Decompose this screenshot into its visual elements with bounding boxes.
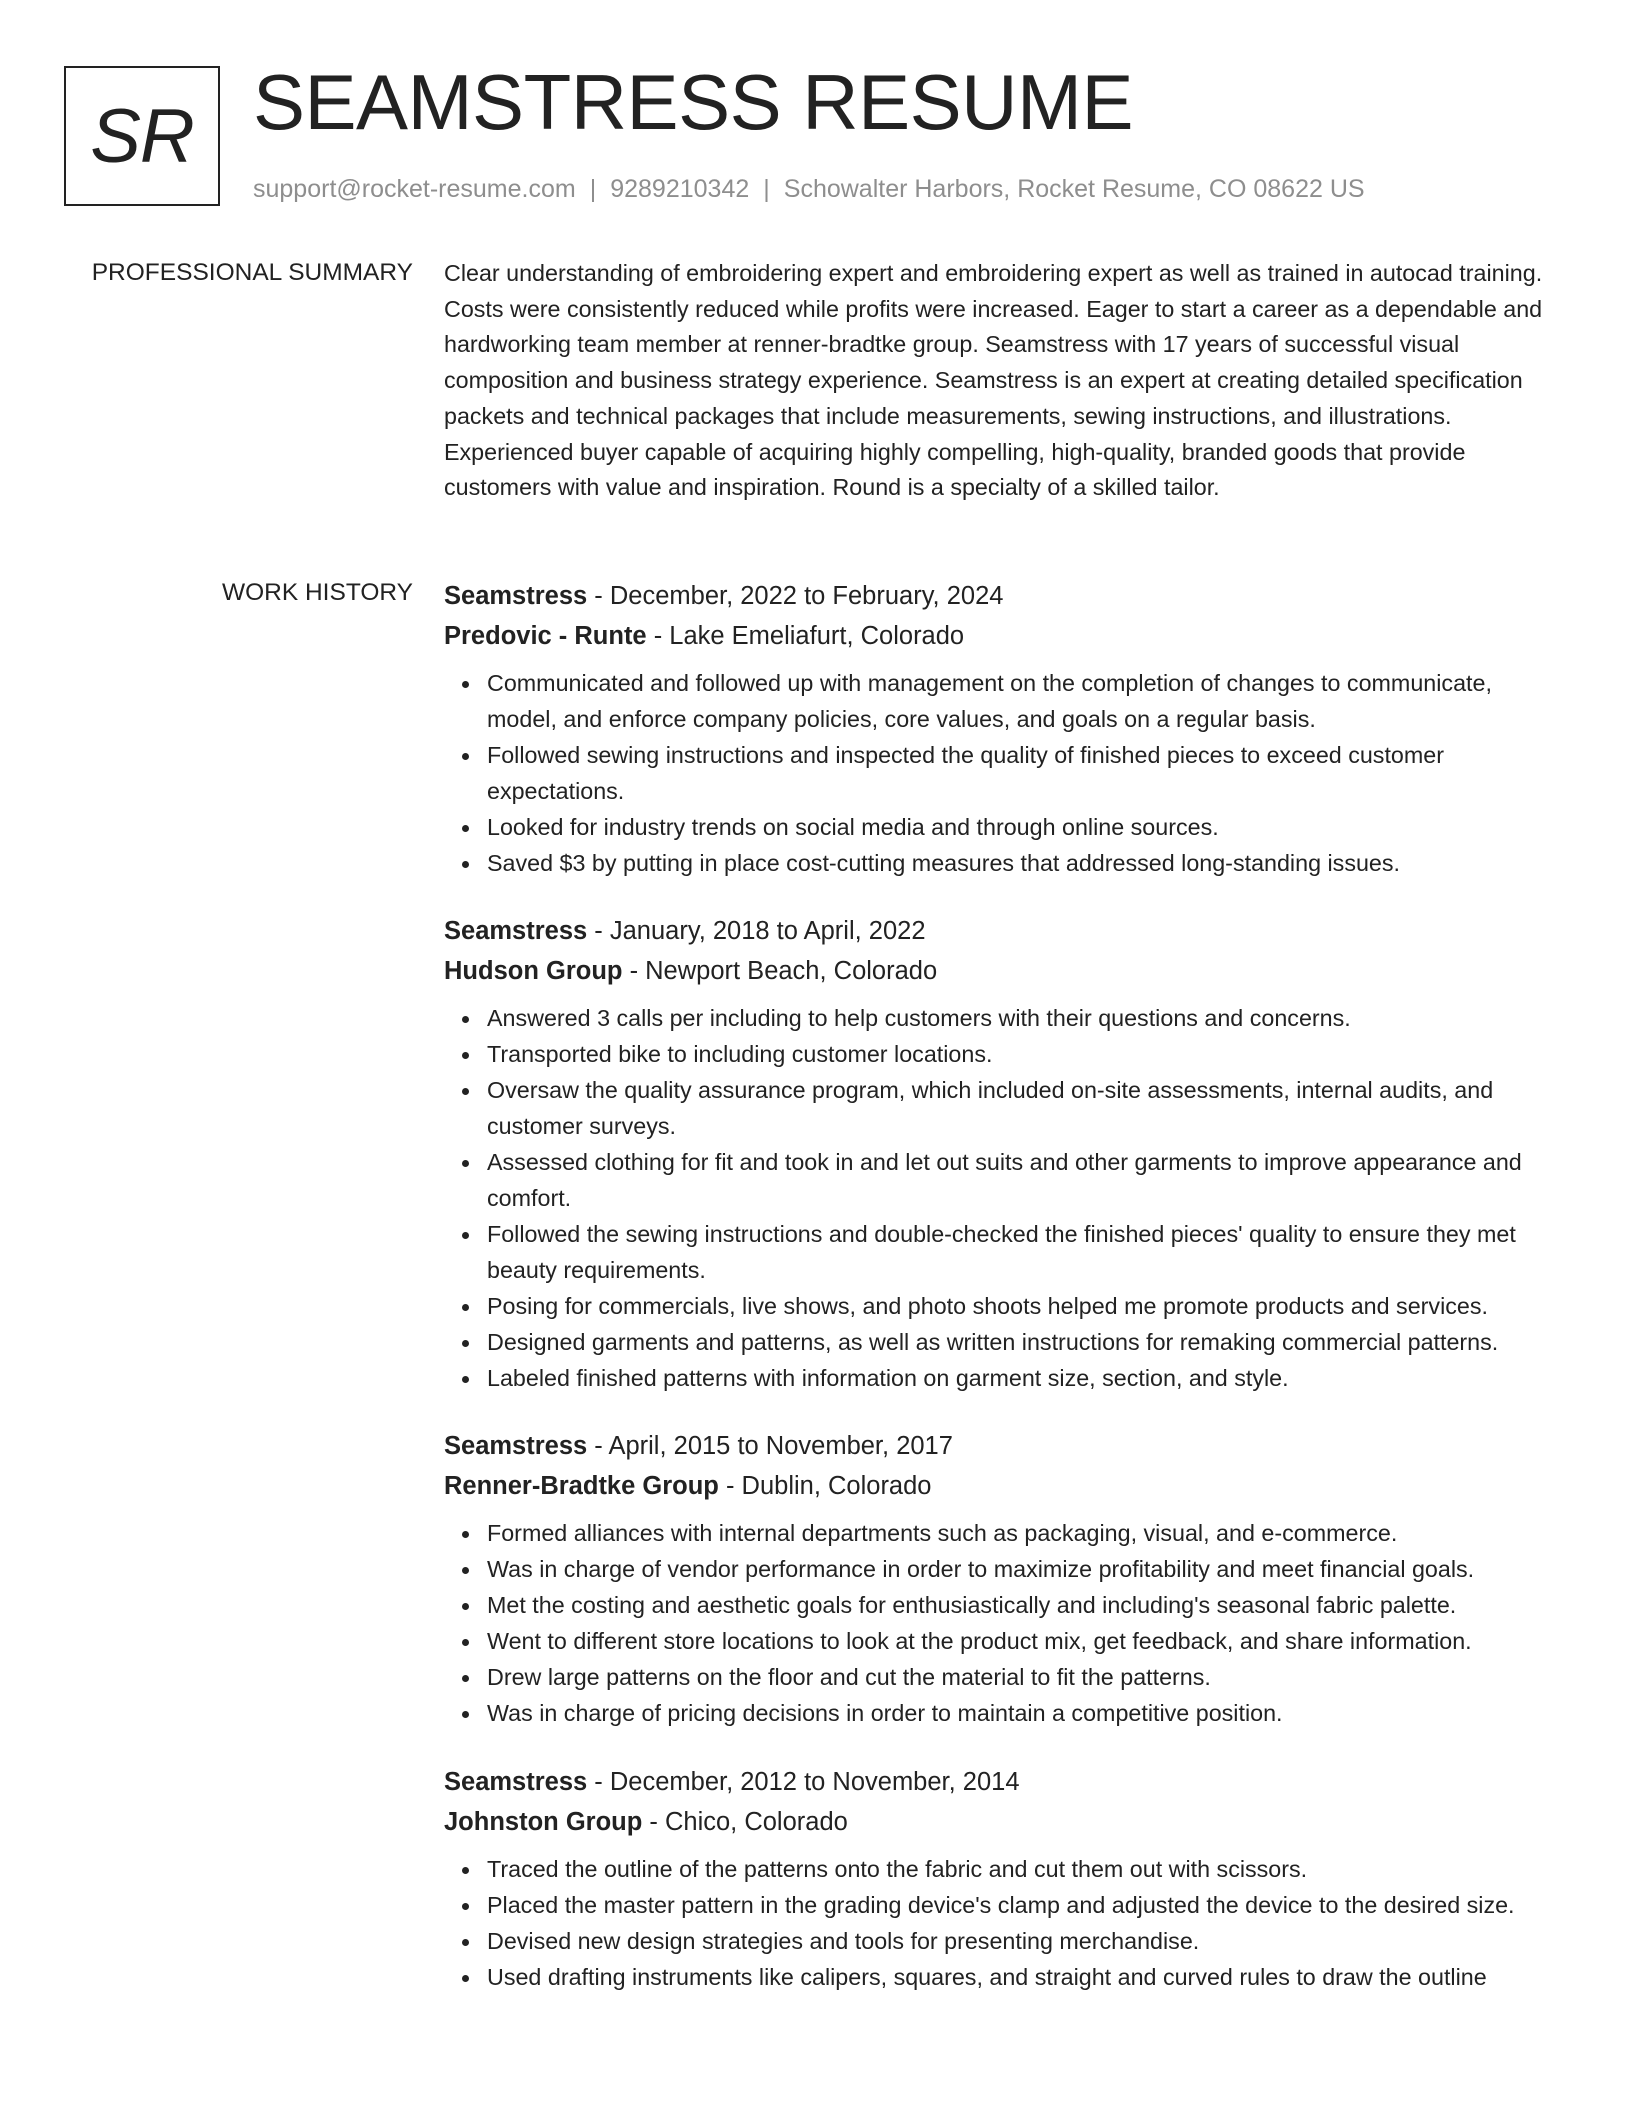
job-title: Seamstress (444, 917, 588, 946)
job-duty-item: Looked for industry trends on social media and through online sources. (487, 810, 1556, 846)
job-company: Renner-Bradtke Group (444, 1472, 719, 1501)
job-dates: - January, 2018 to April, 2022 (587, 917, 926, 946)
work-history-heading: WORK HISTORY (221, 579, 413, 606)
job-duty-item: Used drafting instruments like calipers, squares, and straight and curved rules to draw the outline (487, 1960, 1556, 1996)
job-duty-item: Saved $3 by putting in place cost-cutting measures that addressed long-standing issues. (487, 846, 1556, 882)
job-duty-item: Communicated and followed up with management on the completion of changes to communicate, model, and enforce company policies, core values, and goals on a regular basis. (487, 666, 1556, 738)
job-company: Predovic - Runte (444, 622, 647, 650)
job-title: Seamstress (444, 1432, 588, 1461)
monogram-logo: SR (64, 66, 220, 206)
contact-info (253, 172, 1365, 206)
job-location: - Lake Emeliafurt, Colorado (646, 622, 965, 650)
job-duty-item: Posing for commercials, live shows, and photo shoots helped me promote products and services. (487, 1289, 1556, 1325)
job-duty-item: Transported bike to including customer locations. (487, 1037, 1556, 1073)
job-company-line (444, 951, 1556, 991)
job-duty-item: Traced the outline of the patterns onto the fabric and cut them out with scissors. (487, 1852, 1556, 1888)
summary-body (444, 256, 1556, 506)
job-duty-item: Drew large patterns on the floor and cut the material to fit the patterns. (487, 1660, 1556, 1696)
job-entry (444, 576, 1556, 881)
job-dates: - December, 2022 to February, 2024 (587, 582, 1004, 610)
contact-address: Schowalter Harbors, Rocket Resume, CO 08622 US (783, 175, 1365, 203)
job-dates: - December, 2012 to November, 2014 (587, 1767, 1020, 1796)
summary-heading: PROFESSIONAL SUMMARY (91, 259, 413, 286)
job-duty-item: Devised new design strategies and tools for presenting merchandise. (487, 1924, 1556, 1960)
job-duty-item: Labeled finished patterns with information on garment size, section, and style. (487, 1361, 1556, 1397)
job-company-line (444, 616, 1556, 656)
job-duty-item: Met the costing and aesthetic goals for enthusiastically and including's seasonal fabric palette. (487, 1588, 1556, 1624)
job-duty-item: Was in charge of vendor performance in order to maximize profitability and meet financial goals. (487, 1552, 1556, 1588)
job-location: - Newport Beach, Colorado (622, 957, 938, 986)
job-title: Seamstress (444, 1767, 588, 1796)
job-duty-item: Placed the master pattern in the grading device's clamp and adjusted the device to the desired size. (487, 1888, 1556, 1924)
job-title: Seamstress (444, 582, 588, 610)
summary-text: Clear understanding of embroidering expert and embroidering expert as well as trained in autocad training. Costs were consistently reduced while profits were increased. Eager to start a career as a dependable and hardworking team member at renner-bradtke group. Seamstress with 17 years of successful visual composition and business strategy experience. Seamstress is an expert at creating detailed specification packets and technical packages that include measurements, sewing instructions, and illustrations. Experienced buyer capable of acquiring highly compelling, high-quality, branded goods that provide customers with value and inspiration. Round is a specialty of a skilled tailor. (444, 260, 1543, 501)
job-duty-item: Formed alliances with internal departments such as packaging, visual, and e-commerce. (487, 1516, 1556, 1552)
job-entry (444, 1426, 1556, 1731)
contact-separator: | (763, 175, 770, 203)
job-duty-item: Designed garments and patterns, as well as written instructions for remaking commercial patterns. (487, 1325, 1556, 1361)
contact-separator: | (589, 175, 597, 203)
job-company: Johnston Group (444, 1807, 643, 1836)
job-duties-list (444, 666, 1556, 881)
job-duty-item: Oversaw the quality assurance program, which included on-site assessments, internal audits, and customer surveys. (487, 1073, 1556, 1145)
job-duty-item: Followed the sewing instructions and double-checked the finished pieces' quality to ensure they met beauty requirements. (487, 1217, 1556, 1289)
job-duty-item: Went to different store locations to look at the product mix, get feedback, and share information. (487, 1624, 1556, 1660)
job-duty-item: Answered 3 calls per including to help customers with their questions and concerns. (487, 1001, 1556, 1037)
job-title-line (444, 1426, 1556, 1466)
resume-title: SEAMSTRESS RESUME (253, 58, 1134, 146)
job-title-line (444, 1762, 1556, 1802)
job-duty-item: Was in charge of pricing decisions in order to maintain a competitive position. (487, 1696, 1556, 1732)
job-entry (444, 1762, 1556, 1996)
job-duties-list (444, 1516, 1556, 1731)
job-duties-list (444, 1001, 1556, 1396)
job-dates: - April, 2015 to November, 2017 (587, 1432, 953, 1461)
job-duties-list (444, 1852, 1556, 1996)
job-duty-item: Followed sewing instructions and inspected the quality of finished pieces to exceed customer expectations. (487, 738, 1556, 810)
job-location: - Chico, Colorado (642, 1807, 848, 1836)
job-company-line (444, 1802, 1556, 1842)
job-title-line (444, 576, 1556, 616)
job-entry (444, 911, 1556, 1396)
job-title-line (444, 911, 1556, 951)
work-history-body (444, 576, 1556, 2025)
job-duty-item: Assessed clothing for fit and took in and let out suits and other garments to improve appearance and comfort. (487, 1145, 1556, 1217)
job-location: - Dublin, Colorado (718, 1472, 932, 1501)
contact-email: support@rocket-resume.com (253, 175, 576, 203)
job-company: Hudson Group (444, 957, 623, 986)
contact-phone: 9289210342 (610, 175, 750, 203)
job-company-line (444, 1466, 1556, 1506)
